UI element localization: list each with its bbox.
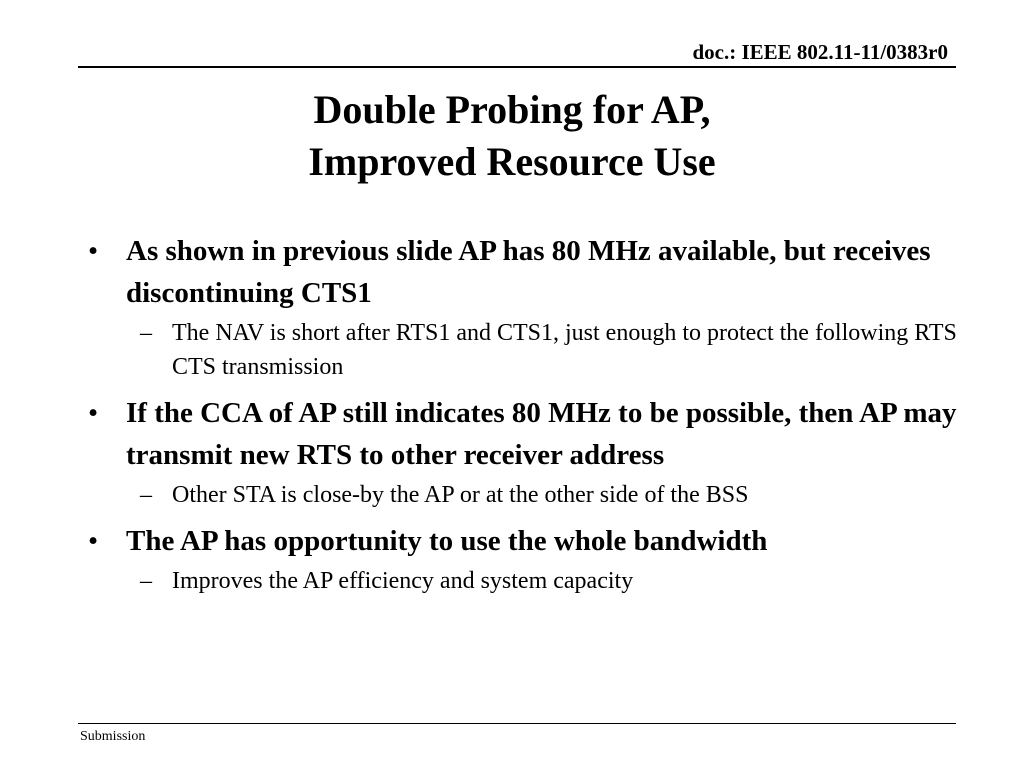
sub-bullet-item [80,316,960,384]
bullet-marker: • [88,235,99,267]
footer-divider [78,723,956,724]
title-line-1: Double Probing for AP, [313,87,711,132]
bullet-item [80,392,960,476]
bullet-text: The AP has opportunity to use the whole bandwidth [126,525,768,557]
footer-submission: Submission [80,729,146,744]
sub-bullet-text: Other STA is close-by the AP or at the other side of the BSS [172,482,749,508]
slide-title [0,84,1024,188]
bullet-item [80,520,960,562]
sub-bullet-item [80,478,960,512]
header-divider [78,66,956,68]
sub-bullet-text: Improves the AP efficiency and system capacity [172,568,634,594]
document-id: doc.: IEEE 802.11-11/0383r0 [692,40,948,64]
bullet-text: If the CCA of AP still indicates 80 MHz to be possible, then AP may transmit new RTS to other receiver address [126,397,957,471]
dash-marker: – [140,482,152,508]
slide-content [80,230,960,606]
dash-marker: – [140,568,152,594]
bullet-marker: • [88,525,99,557]
sub-bullet-item [80,564,960,598]
dash-marker: – [140,320,152,346]
sub-bullet-text: The NAV is short after RTS1 and CTS1, just enough to protect the following RTS CTS transmission [172,320,957,380]
title-line-2: Improved Resource Use [308,139,716,184]
bullet-text: As shown in previous slide AP has 80 MHz available, but receives discontinuing CTS1 [126,235,931,309]
bullet-item [80,230,960,314]
bullet-marker: • [88,397,99,429]
